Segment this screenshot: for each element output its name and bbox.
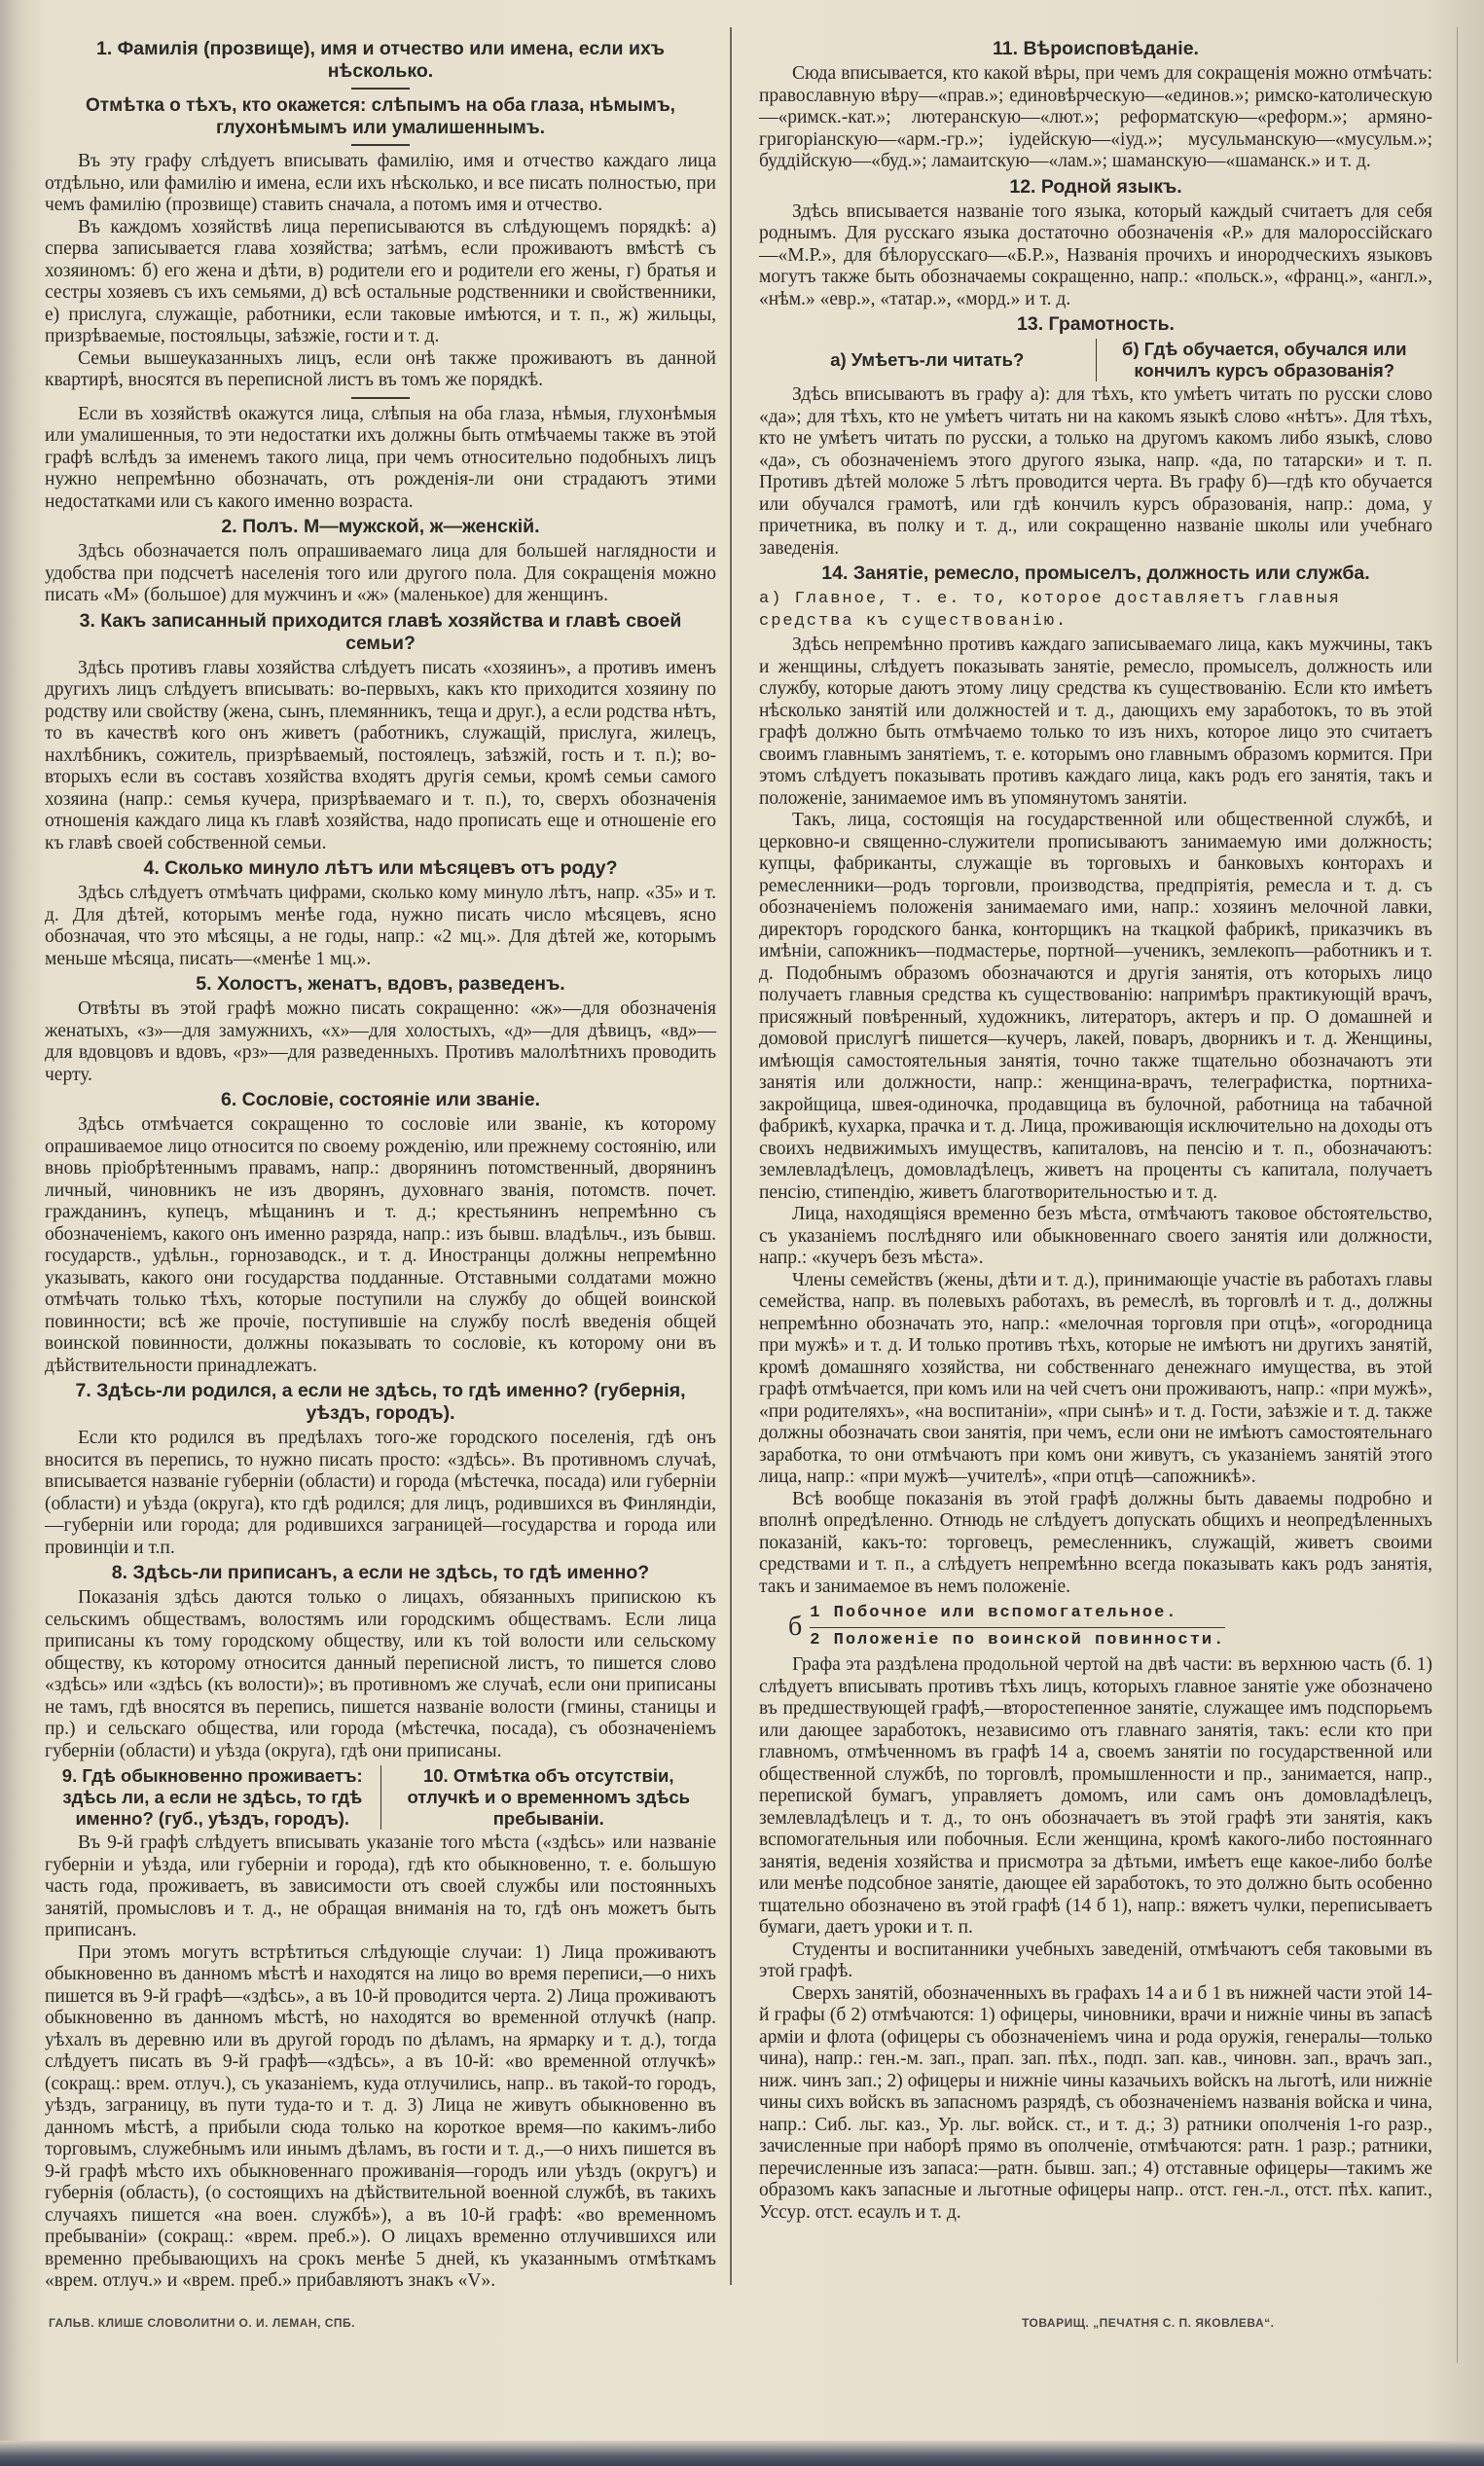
section bbox=[45, 1765, 716, 2293]
paragraph: Семьи вышеуказанныхъ лицъ, если онѣ также проживаютъ въ данной квартирѣ, вносятся въ переписной листъ въ томъ же порядкѣ. bbox=[45, 347, 716, 390]
section bbox=[45, 38, 716, 513]
fraction-letter: б bbox=[788, 1611, 803, 1642]
split-heading-cell: 9. Гдѣ обыкновенно проживаетъ: здѣсь ли, а если не здѣсь, то гдѣ именно? (губ., уѣздъ, городъ). bbox=[45, 1765, 381, 1830]
paragraph: Здѣсь непремѣнно противъ каждаго записываемаго лица, какъ мужчины, такъ и женщины, слѣдуетъ показывать занятіе, ремесло, промыселъ, должность или службу, которые даютъ этому лицу средства къ существованію. Если кто имѣетъ нѣсколько занятій или должностей и т. д., дающихъ ему заработокъ, то въ этой графѣ должно быть отмѣчаемо только то изъ нихъ, которое лицо это считаетъ своимъ главнымъ занятіемъ, т. е. которымъ оно главнымъ образомъ кормится. При этомъ слѣдуетъ показывать противъ каждаго лица, какъ родъ его занятія, такъ и положеніе, занимаемое имъ въ упомянутомъ занятіи. bbox=[759, 635, 1432, 809]
paragraph: Здѣсь вписываютъ въ графу а): для тѣхъ, кто умѣетъ читать по русски слово «да»; для тѣхъ, кто не умѣетъ читать ни на какомъ языкѣ слово «нѣтъ». Для тѣхъ, кто не умѣетъ читать по русски, а только на другомъ какомъ либо языкѣ, слово «да», съ обозначеніемъ этого другого языка, напр. «да, по татарски» и т. п. Противъ дѣтей моложе 5 лѣтъ проводится черта. Въ графу б)—гдѣ кто обучается или обучался грамотѣ, или гдѣ кончилъ курсъ образованія, напр.: дома, у причетника, въ полку и т. д., или сокращенно названіе школы или учебнаго заведенія. bbox=[759, 384, 1432, 559]
section bbox=[45, 516, 716, 607]
paragraph: Отвѣты въ этой графѣ можно писать сокращенно: «ж»—для обозначенія женатыхъ, «з»—для замужнихъ, «х»—для холостыхъ, «д»—для дѣвицъ, «вд»—для вдовцовъ и вдовъ, «рз»—для разведенныхъ. Противъ малолѣтнихъ проводить черту. bbox=[45, 998, 716, 1085]
paragraph: Въ 9-й графѣ слѣдуетъ вписывать указаніе того мѣста («здѣсь» или названіе губерніи и уѣзда, или губерніи и города), гдѣ кто обыкновенно, т. е. большую часть года, проживаетъ, въ зависимости отъ своей службы или постоянныхъ занятій, промысловъ и т. д., не обращая вниманія на то, гдѣ онъ можетъ быть приписанъ. bbox=[45, 1832, 716, 1940]
section-heading: 5. Холостъ, женатъ, вдовъ, разведенъ. bbox=[196, 973, 565, 995]
paragraph: Графа эта раздѣлена продольной чертой на двѣ части: въ верхнюю часть (б. 1) слѣдуетъ вписывать противъ тѣхъ лицъ, которыхъ главное занятіе уже обозначено въ предшествующей графѣ,—второстепенное занятіе, служащее имъ подспорьемъ или дающее заработокъ, независимо отъ главнаго занятія, такъ: если кто при главномъ, отмѣченномъ въ графѣ 14 а, своемъ занятіи по государственной или общественной службѣ, по торговлѣ, промышленности и пр., занимается, напр., перепиской бумагъ, управляетъ домомъ, или самъ онъ домовладѣлецъ, землевладѣлецъ и т. д., то онъ обозначаетъ въ этой графѣ эти занятія, какъ вспомогательныя или побочныя. Если женщина, кромѣ какого-либо постояннаго занятія, веденія хозяйства и присмотра за дѣтьми, имѣетъ еще какое-либо болѣе или менѣе подсобное занятіе, дающее ей заработокъ, то это должно быть особенно тщательно обозначено въ этой графѣ (14 б 1), напр.: вяжетъ чулки, переписываетъ бумаги, даетъ уроки и т. п. bbox=[759, 1654, 1432, 1938]
paragraph: Здѣсь отмѣчается сокращенно то сословіе или званіе, къ которому опрашиваемое лицо относится по своему рожденію, или прежнему состоянію, или вновь пріобрѣтеннымъ правамъ, напр.: дворянинъ потомственный, дворянинъ личный, чиновникъ не изъ дворянъ, духовнаго званія, потомств. почет. гражданинъ, купецъ, мѣщанинъ и т. д.; крестьянинъ непремѣнно съ обозначеніемъ, какого онъ именно разряда, напр.: изъ бывш. владѣльч., изъ бывш. государств., удѣльн., горнозаводск., и т. д. Иностранцы должны непремѣнно указывать, какого они государства подданные. Отставными солдатами можно отмѣчать только тѣхъ, которые поступили на службу до общей воинской повинности; всѣ же прочіе, поступившіе на службу послѣ введенія общей воинской повинности, должны показывать то сословіе, къ которому они въ дѣйствительности принадлежатъ. bbox=[45, 1114, 716, 1376]
section bbox=[759, 38, 1432, 173]
paragraph: Здѣсь противъ главы хозяйства слѣдуетъ писать «хозяинъ», а противъ именъ другихъ лицъ слѣдуетъ вписывать: во-первыхъ, какъ кто приходится хозяину по родству или свойству (жена, сынъ, племянникъ, теща и друг.), а если родства нѣтъ, то въ качествѣ кого онъ живетъ (работникъ, служащій, прислуга, жилецъ, нахлѣбникъ, сожитель, призрѣваемый, постоялецъ, заѣзжій, гость и т. п.); во-вторыхъ если въ составъ хозяйства входятъ другія семьи, кромѣ семьи самого хозяина (напр.: семья кучера, призрѣваемаго и т. п.), то, сверхъ обозначенія отношенія каждаго лица къ главѣ хозяйства, надо прописать еще и отношеніе его къ главѣ своей собственной семьи. bbox=[45, 657, 716, 853]
paragraph: Студенты и воспитанники учебныхъ заведеній, отмѣчаютъ себя таковыми въ этой графѣ. bbox=[759, 1939, 1432, 1981]
paragraph: Здѣсь слѣдуетъ отмѣчать цифрами, сколько кому минуло лѣтъ, напр. «35» и т. д. Для дѣтей, которымъ менѣе года, нужно писать число мѣсяцевъ, ясно обозначая, что это мѣсяцы, а не годы, напр.: «2 мц.». Для дѣтей же, которымъ меньше мѣсяца, писать—«менѣе 1 мц.». bbox=[45, 883, 716, 969]
split-heading-cell: б) Гдѣ обучается, обучался или кончилъ курсъ образованія? bbox=[1122, 339, 1407, 381]
paragraph: Въ каждомъ хозяйствѣ лица переписываются въ слѣдующемъ порядкѣ: а) сперва записывается глава хозяйства; затѣмъ, если проживаютъ вмѣстѣ съ хозяиномъ: б) его жена и дѣти, в) родители его и родители его жены, г) братья и сестры хозяевъ съ ихъ семьями, д) всѣ остальные родственники и свойственники, е) прислуга, служащіе, работники, если таковые имѣются, и т. п., ж) жильцы, призрѣваемые, постояльцы, заѣзжіе, гости и т. д. bbox=[45, 216, 716, 346]
divider-rule bbox=[351, 144, 410, 146]
paragraph: Сверхъ занятій, обозначенныхъ въ графахъ 14 а и б 1 въ нижней части этой 14-й графы (б 2) отмѣчаются: 1) офицеры, чиновники, врачи и нижніе чины въ запасѣ арміи и флота (офицеры съ обозначеніемъ чина и рода оружія, генералы—только чина), напр.: ген.-м. зап., прап. зап. пѣх., подп. зап. кав., чиновн. зап., врачъ зап., ниж. чинъ зап.; 2) офицеры и нижніе чины казачьихъ войскъ на льготѣ, или нижніе чины сихъ войскъ въ запасномъ разрядѣ, съ обозначеніемъ названія войска и чина, напр.: Сиб. льг. каз., Ур. льг. войск. ст., и т. д.; 3) ратники ополченія 1-го разр., зачисленные при наборѣ прямо въ ополченіе, отмѣчаются: ратн. 1 разр.; ратники, перечисленные изъ запаса:—ратн. бывш. зап.; 4) отставные офицеры—такимъ же образомъ какъ запасные и льготные офицеры напр.. отст. ген.-л., отст. пѣх. капит., Уссур. отст. есаулъ и т. д. bbox=[759, 1982, 1432, 2223]
paragraph: Лица, находящіяся временно безъ мѣста, отмѣчаютъ таковое обстоятельство, съ указаніемъ послѣдняго или обыкновеннаго своего занятія или должности, напр.: «кучеръ безъ мѣста». bbox=[759, 1204, 1432, 1268]
section-heading: 7. Здѣсь-ли родился, а если не здѣсь, то гдѣ именно? (губернія, уѣздъ, городъ). bbox=[75, 1380, 686, 1424]
paragraph: Въ эту графу слѣдуетъ вписывать фамилію, имя и отчество каждаго лица отдѣльно, или фамилію и имена, если ихъ нѣсколько, и все писать полностью, при чемъ фамилію (прозвище) ставить сначала, а потомъ имя и отчество. bbox=[45, 151, 716, 215]
section bbox=[759, 562, 1432, 1598]
paragraph: Такъ, лица, состоящія на государственной или общественной службѣ, и церковно-и священно-служители прописываютъ занимаемую ими должность; купцы, фабриканты, служащіе въ торговыхъ и банковыхъ конторахъ и ремесленники—родъ торговли, производства, предпріятія, ремесла и т. д. съ обозначеніемъ положенія занимаемаго ими, напр.: хозяинъ мелочной лавки, директоръ городского банка, конторщикъ на ткацкой фабрикѣ, приказчикъ въ имѣніи, сапожникъ—подмастерье, портной—ученикъ, землекопъ—работникъ и т. д. Подобнымъ образомъ обозначаются и другія занятія, отъ которыхъ лицо получаетъ главныя средства къ существованію: напримѣръ практикующій врачъ, присяжный повѣренный, художникъ, литераторъ, актеръ и пр. О домашней и домовой прислугѣ пишется—кучеръ, лакей, поваръ, дворникъ и т. д. Женщины, имѣющія самостоятельныя занятія, точно также тщательно обозначаютъ эти занятія или должности, напр.: женщина-врачъ, телеграфистка, портниха-закройщица, швея-одиночка, продавщица въ булочной, работница на табачной фабрикѣ, кухарка, прачка и т. д. Лица, проживающія исключительно на доходы отъ своихъ недвижимыхъ имуществъ, капиталовъ, на пенсію и т. п., обозначаютъ: землевладѣлецъ, домовладѣлецъ, живетъ на проценты съ капитала, получаетъ пенсію, стипендію, живетъ благотворительностью и т. д. bbox=[759, 810, 1432, 1203]
section-heading: 11. Вѣроисповѣданіе. bbox=[993, 38, 1199, 59]
section bbox=[759, 1603, 1432, 2224]
section-heading: 2. Полъ. М—мужской, ж—женскій. bbox=[221, 516, 540, 537]
split-heading-cell: а) Умѣетъ-ли читать? bbox=[759, 339, 1097, 381]
printer-imprint-left: ГАЛЬВ. КЛИШЕ СЛОВОЛИТНИ О. И. ЛЕМАН, СПБ. bbox=[49, 2316, 355, 2330]
section bbox=[45, 973, 716, 1086]
paragraph: Показанія здѣсь даются только о лицахъ, обязанныхъ припискою къ сельскимъ обществамъ, волостямъ или городскимъ обществамъ. Если лица приписаны къ тому городскому обществу, или къ той волости или сельскому обществу, къ которому относится данный переписной листъ, то пишется слово «здѣсь» или «здѣсь (къ волости)»; въ противномъ же случаѣ, если они приписаны не тамъ, гдѣ вносятся въ перепись, пишется названіе волости (гмины, станицы и пр.) и сельскаго общества, или города (мѣстечка, посада), съ обозначеніемъ губерніи (области) и уѣзда (округа), гдѣ они приписаны. bbox=[45, 1587, 716, 1761]
section-heading: 4. Сколько минуло лѣтъ или мѣсяцевъ отъ роду? bbox=[143, 857, 618, 879]
section-subheading: Отмѣтка о тѣхъ, кто окажется: слѣпымъ на оба глаза, нѣмымъ, глухонѣмымъ или умалишеннымъ. bbox=[86, 95, 675, 138]
section-heading: 13. Грамотность. bbox=[1017, 313, 1175, 335]
paragraph: Здѣсь вписывается названіе того языка, который каждый считаетъ для себя роднымъ. Для русскаго языка достаточно обозначенія «Р.» для малороссійскаго—«М.Р.», для бѣлорусскаго—«Б.Р.», Названія прочихъ и инородческихъ языковъ могутъ также быть обозначаемы сокращенно, напр.: «польск.», «франц.», «англ.», «нѣм.» «евр.», «татар.», «морд.» и т. д. bbox=[759, 200, 1432, 309]
section bbox=[45, 1562, 716, 1762]
section-heading: 6. Сословіе, состояніе или званіе. bbox=[220, 1089, 541, 1110]
split-heading bbox=[45, 1765, 716, 1830]
section bbox=[45, 1380, 716, 1559]
section bbox=[759, 176, 1432, 311]
paragraph: Всѣ вообще показанія въ этой графѣ должны быть даваемы подробно и вполнѣ опредѣленно. Отнюдь не слѣдуетъ допускать общихъ и неопредѣленныхъ показаній, какъ-то: торговецъ, ремесленникъ, служащій, живетъ своими средствами и т. п., а слѣдуетъ непремѣнно всегда показывать какъ родъ занятія, такъ и занимаемое въ немъ положеніе. bbox=[759, 1488, 1432, 1597]
right-column bbox=[759, 35, 1432, 2224]
fraction-bottom: 2 Положеніе по воинской повинности. bbox=[810, 1630, 1226, 1650]
section bbox=[45, 857, 716, 970]
paragraph: Если въ хозяйствѣ окажутся лица, слѣпыя на оба глаза, нѣмыя, глухонѣмыя или умалишенныя, то эти недостатки ихъ должны быть отмѣчаемы также въ этой графѣ вслѣдъ за именемъ такого лица, при чемъ относительно подобныхъ лицъ нужно непремѣнно обозначать, отъ рожденія-ли они страдаютъ этими недостатками или съ какого именно возраста. bbox=[45, 403, 716, 512]
column-divider bbox=[730, 27, 732, 2285]
paragraph: Если кто родился въ предѣлахъ того-же городского поселенія, гдѣ онъ вносится въ перепись, то нужно писать просто: «здѣсь». Въ противномъ случаѣ, вписывается названіе губерніи (области) и города (мѣстечка, посада) или губерніи (области) и уѣзда (округа), кто гдѣ родился; для лицъ, родившихся въ Финляндіи,—губерніи или города; для родившихся заграницей—государства и города или провинціи и т.п. bbox=[45, 1428, 716, 1558]
section-heading: 14. Занятіе, ремесло, промыселъ, должность или служба. bbox=[821, 562, 1370, 584]
paragraph: Члены семействъ (жены, дѣти и т. д.), принимающіе участіе въ работахъ главы семейства, напр. въ полевыхъ работахъ, въ ремеслѣ, въ торговлѣ и т. д., должны непремѣнно обозначать это, напр.: «мелочная торговля при отцѣ», «огородница при мужѣ» и т. д. И только противъ тѣхъ, которые не имѣютъ ни другихъ занятій, кромѣ домашняго хозяйства, ни собственнаго денежнаго имущества, въ этой графѣ отмѣчается, при комъ или на чей счетъ они проживаютъ, напр.: «при мужѣ», «при родителяхъ», «на воспитаніи», «при сынѣ» и т. д. Гости, заѣзжіе и т. д. также должны обозначать свои занятія, при чемъ, если они не имѣютъ самостоятельнаго заработка, то они отмѣчаютъ при комъ они живутъ, съ указаніемъ занятій этого лица, напр.: «при мужѣ—учителѣ», «при отцѣ—сапожникѣ». bbox=[759, 1269, 1432, 1487]
page-edge bbox=[0, 2441, 1484, 2466]
section bbox=[759, 313, 1432, 560]
paragraph: Сюда вписывается, кто какой вѣры, при чемъ для сокращенія можно отмѣчать: православную вѣру—«прав.»; единовѣрческую—«единов.»; римско-католическую—«римск.-кат.»; лютеранскую—«лют.»; реформатскую—«реформ.»; армяно-григоріанскую—«арм.-гр.»; іудейскую—«іуд.»; мусульманскую—«мусульм.»; буддійскую—«буд.»; ламаитскую—«лам.»; шаманскую—«шаманск.» и т. д. bbox=[759, 63, 1432, 171]
paragraph: Здѣсь обозначается полъ опрашиваемаго лица для большей наглядности и удобства при подсчетѣ населенія того или другого пола. Для сокращенія можно писать «М» (большое) для мужчинъ и «ж» (маленькое) для женщинъ. bbox=[45, 541, 716, 605]
page-border bbox=[1457, 27, 1458, 2363]
left-column bbox=[45, 35, 716, 2293]
section-heading: 8. Здѣсь-ли приписанъ, а если не здѣсь, то гдѣ именно? bbox=[111, 1562, 650, 1583]
section-heading: 12. Родной языкъ. bbox=[1009, 175, 1182, 198]
section bbox=[45, 1089, 716, 1377]
section-heading: 1. Фамилія (прозвище), имя и отчество или имена, если ихъ нѣсколько. bbox=[95, 38, 666, 82]
split-heading-cell: 10. Отмѣтка объ отсутствіи, отлучкѣ и о временномъ здѣсь пребываніи. bbox=[407, 1765, 691, 1829]
section-heading: 3. Какъ записанный приходится главѣ хозяйства и главѣ своей семьи? bbox=[79, 609, 682, 654]
split-heading bbox=[759, 339, 1432, 381]
divider-rule bbox=[351, 88, 410, 90]
fraction-body bbox=[810, 1603, 1225, 1651]
section-subheading: а) Главное, т. е. то, которое доставляетъ главныя средства къ существованію. bbox=[759, 590, 1341, 631]
printer-imprint-right: ТОВАРИЩ. „ПЕЧАТНЯ С. П. ЯКОВЛЕВА“. bbox=[1022, 2316, 1275, 2330]
fraction-heading bbox=[759, 1603, 1432, 1651]
fraction-top: 1 Побочное или вспомогательное. bbox=[810, 1603, 1225, 1628]
divider-rule bbox=[351, 397, 410, 399]
section bbox=[45, 610, 716, 855]
paragraph: При этомъ могутъ встрѣтиться слѣдующіе случаи: 1) Лица проживаютъ обыкновенно въ данномъ мѣстѣ и находятся на лицо во время переписи,—о нихъ пишется въ 9-й графѣ—«здѣсь», а въ 10-й проводится черта. 2) Лица проживаютъ обыкновенно въ данномъ мѣстѣ, но находятся во временной отлучкѣ (напр. уѣхалъ въ деревню или въ другой городъ по дѣламъ, на ярмарку и т. д.), тогда слѣдуетъ писать въ 9-й графѣ—«здѣсь», а въ 10-й: «во временной отлучкѣ» (сокращ.: врем. отлуч.), съ указаніемъ, куда отлучились, напр.. въ такой-то городъ, уѣздъ, заграницу, въ пути туда-то и т. д. 3) Лица не живутъ обыкновенно въ данномъ мѣстѣ, а прибыли сюда только на короткое время—по какимъ-либо торговымъ, служебнымъ или инымъ дѣламъ, въ гости и т. д.,—о нихъ пишется въ 9-й графѣ мѣсто ихъ обыкновеннаго проживанія—городъ или уѣздъ (округъ) и губернія (область), (о состоящихъ на дѣйствительной военной службѣ, въ такихъ случаяхъ пишется «на воен. службѣ»), а въ 10-й графѣ: «во временномъ пребываніи» (сокращ.: «врем. преб.»). О лицахъ временно отлучившихся или временно пребывающихъ на срокъ менѣе 5 дней, къ указаннымъ отмѣткамъ «врем. отлуч.» и «врем. преб.» прибавляютъ знакъ «V». bbox=[45, 1941, 716, 2291]
